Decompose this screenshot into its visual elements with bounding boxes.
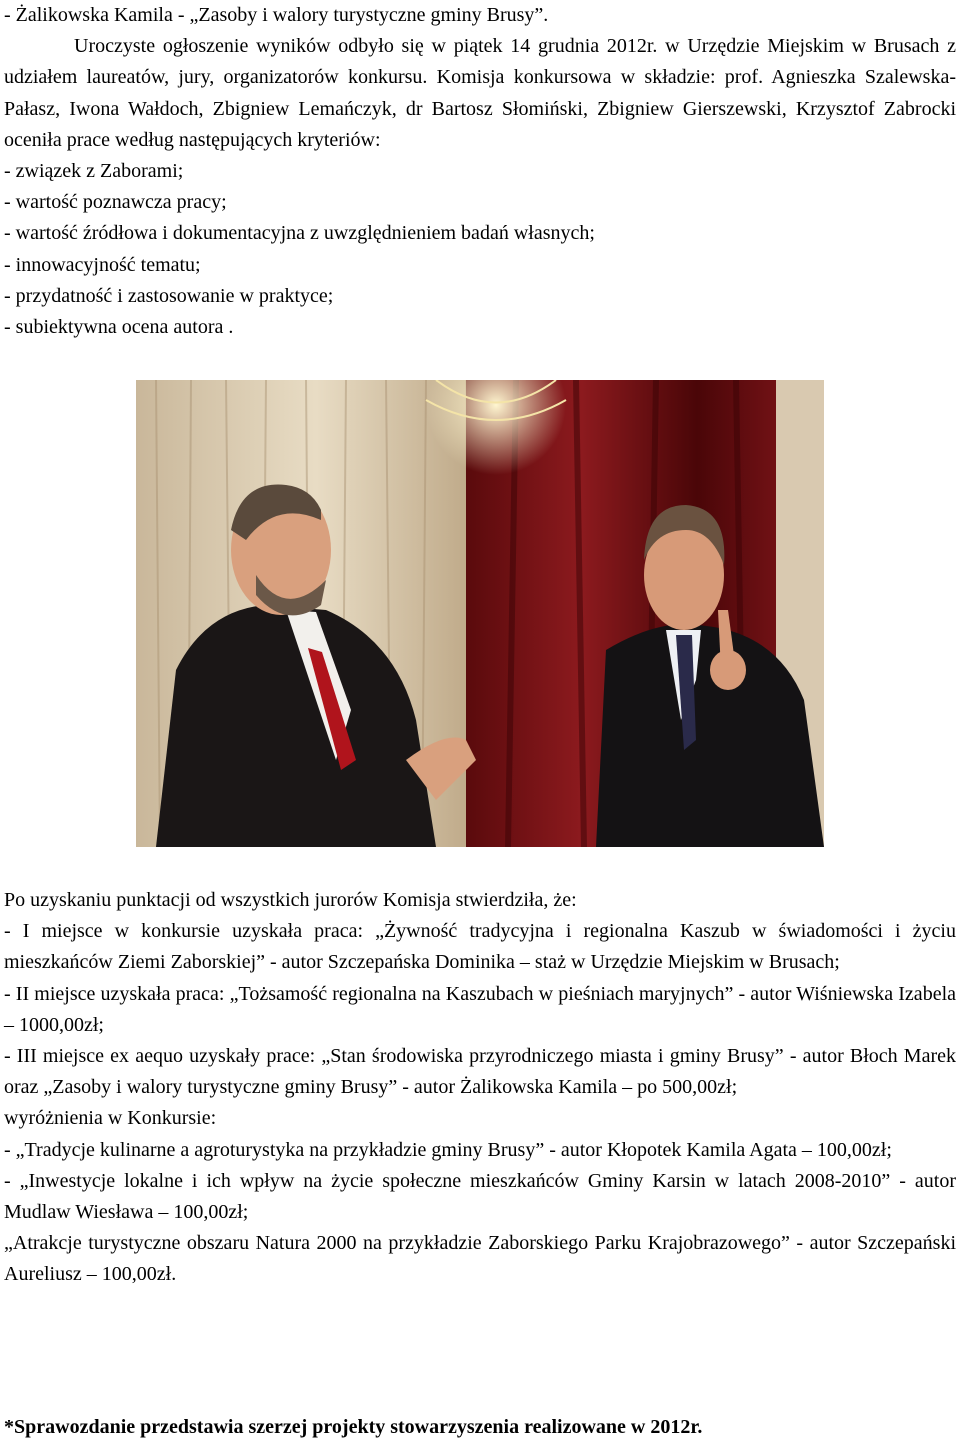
report-footnote: *Sprawozdanie przedstawia szerzej projekty stowarzyszenia realizowane w 2012r.: [4, 1416, 703, 1438]
third-place: - III miejsce ex aequo uzyskały prace: „Stan środowiska przyrodniczego miasta i gminy Brusy” - autor Błoch Marek oraz „Zasoby i walory turystyczne gminy Brusy” - autor Żalikowska Kamila – po 500,00zł;: [4, 1045, 956, 1099]
criterion-5: - przydatność i zastosowanie w praktyce;: [4, 284, 334, 307]
distinctions-label: wyróżnienia w Konkursie:: [4, 1107, 217, 1130]
distinction-3: „Atrakcje turystyczne obszaru Natura 2000 na przykładzie Zaborskiego Parku Krajobrazowego” - autor Szczepański Aureliusz – 100,00zł.: [4, 1232, 956, 1286]
criterion-2: - wartość poznawcza pracy;: [4, 191, 227, 214]
criterion-6: - subiektywna ocena autora .: [4, 316, 234, 339]
award-line-last: - Żalikowska Kamila - „Zasoby i walory turystyczne gminy Brusy”.: [4, 4, 549, 26]
ceremony-paragraph: Uroczyste ogłoszenie wyników odbyło się w piątek 14 grudnia 2012r. w Urzędzie Miejskim w Brusach z udziałem laureatów, jury, organizatorów konkursu. Komisja konkursowa w składzie: prof. Agnieszka Szalewska-Pałasz, Iwona Wałdoch, Zbigniew Lemańczyk, dr Bartosz Słomiński, Zbigniew Gierszewski, Krzysztof Zabrocki oceniła prace według następujących kryteriów:: [4, 35, 956, 151]
top-text-block: [4, 0, 956, 343]
criterion-3: - wartość źródłowa i dokumentacyjna z uwzględnieniem badań własnych;: [4, 222, 595, 245]
criterion-4: - innowacyjność tematu;: [4, 253, 201, 276]
first-place: - I miejsce w konkursie uzyskała praca: „Żywność tradycyjna i regionalna Kaszub w świadomości i życiu mieszkańców Ziemi Zaborskiej” - autor Szczepańska Dominika – staż w Urzędzie Miejskim w Brusach;: [4, 920, 956, 974]
results-text-block: [4, 885, 956, 1291]
distinction-2: - „Inwestycje lokalne i ich wpływ na życie społeczne mieszkańców Gminy Karsin w latach 2008-2010” - autor Mudlaw Wiesława – 100,00zł;: [4, 1169, 956, 1224]
second-place: - II miejsce uzyskała praca: „Tożsamość regionalna na Kaszubach w pieśniach maryjnych” - autor Wiśniewska Izabela – 1000,00zł;: [4, 982, 956, 1036]
criterion-1: - związek z Zaborami;: [4, 160, 184, 183]
ceremony-photo: [136, 380, 824, 847]
distinction-1: - „Tradycje kulinarne a agroturystyka na przykładzie gminy Brusy” - autor Kłopotek Kamila Agata – 100,00zł;: [4, 1138, 892, 1161]
results-intro: Po uzyskaniu punktacji od wszystkich jurorów Komisja stwierdziła, że:: [4, 889, 577, 911]
